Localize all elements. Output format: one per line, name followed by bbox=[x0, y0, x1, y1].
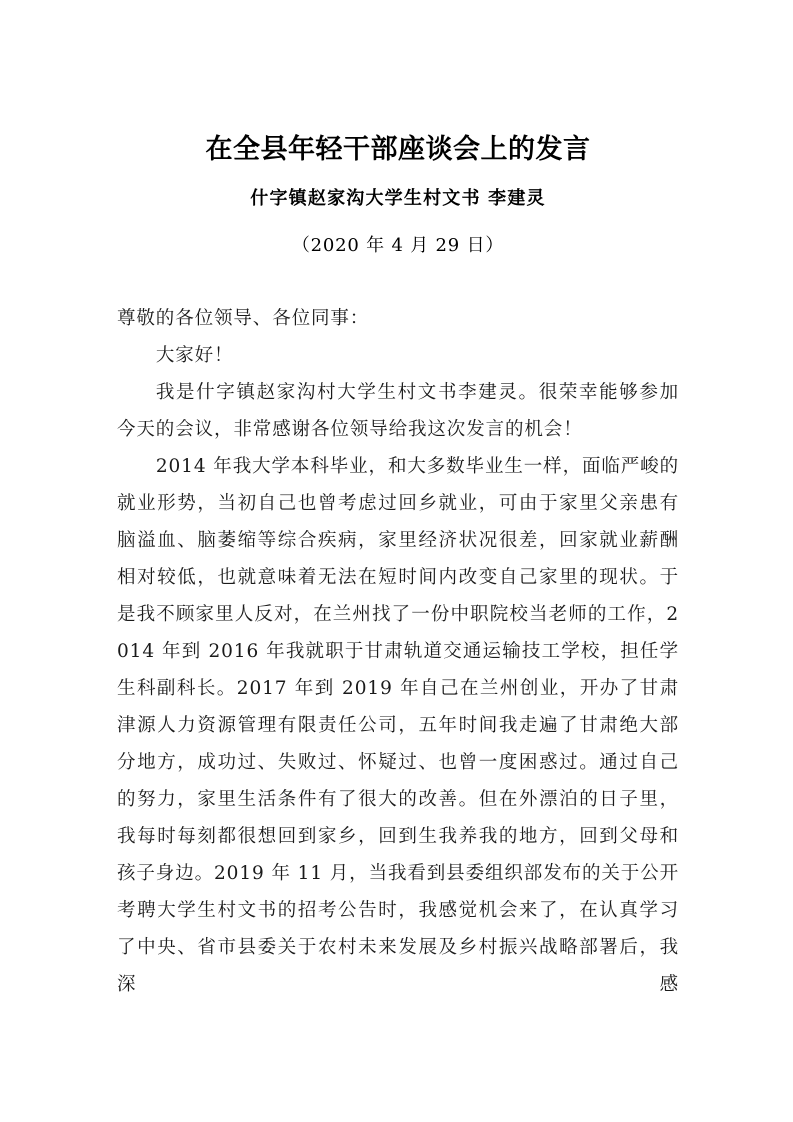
document-date: （2020 年 4 月 29 日） bbox=[291, 235, 505, 256]
paragraph-career-history: 2014 年我大学本科毕业，和大多数毕业生一样，面临严峻的就业形势，当初自己也曾考虑过回乡就业，可由于家里父亲患有脑溢血、脑萎缩等综合疾病，家里经济状况很差，回家就业薪酬相对较低，也就意味着无法在短时间内改变自己家里的现状。于是我不顾家里人反对，在兰州找了一份中职院校当老师的工作，2014 年到 2016 年我就职于甘肃轨道交通运输技工学校，担任学生科副科长。2017 年到 2019 年自己在兰州创业，开办了甘肃津源人力资源管理有限责任公司，五年时间我走遍了甘肃绝大部分地方，成功过、失败过、怀疑过、也曾一度困惑过。通过自己的努力，家里生活条件有了很大的改善。但在外漂泊的日子里，我每时每刻都很想回到家乡，回到生我养我的地方，回到父母和孩子身边。2019 年 11 月，当我看到县委组织部发布的关于公开考聘大学生村文书的招考公告时，我感觉机会来了，在认真学习了中央、省市县委关于农村未来发展及乡村振兴战略部署后，我深感 bbox=[117, 456, 679, 995]
paragraph-greeting: 大家好！ bbox=[155, 345, 234, 366]
page-title: 在全县年轻干部座谈会上的发言 bbox=[205, 134, 591, 165]
document-body bbox=[117, 300, 679, 1040]
paragraph-salutation: 尊敬的各位领导、各位同事： bbox=[117, 308, 370, 329]
paragraph-self-introduction: 我是什字镇赵家沟村大学生村文书李建灵。很荣幸能够参加今天的会议，非常感谢各位领导给我这次发言的机会！ bbox=[117, 382, 679, 440]
document-subtitle-author: 什字镇赵家沟大学生村文书 李建灵 bbox=[250, 188, 546, 209]
